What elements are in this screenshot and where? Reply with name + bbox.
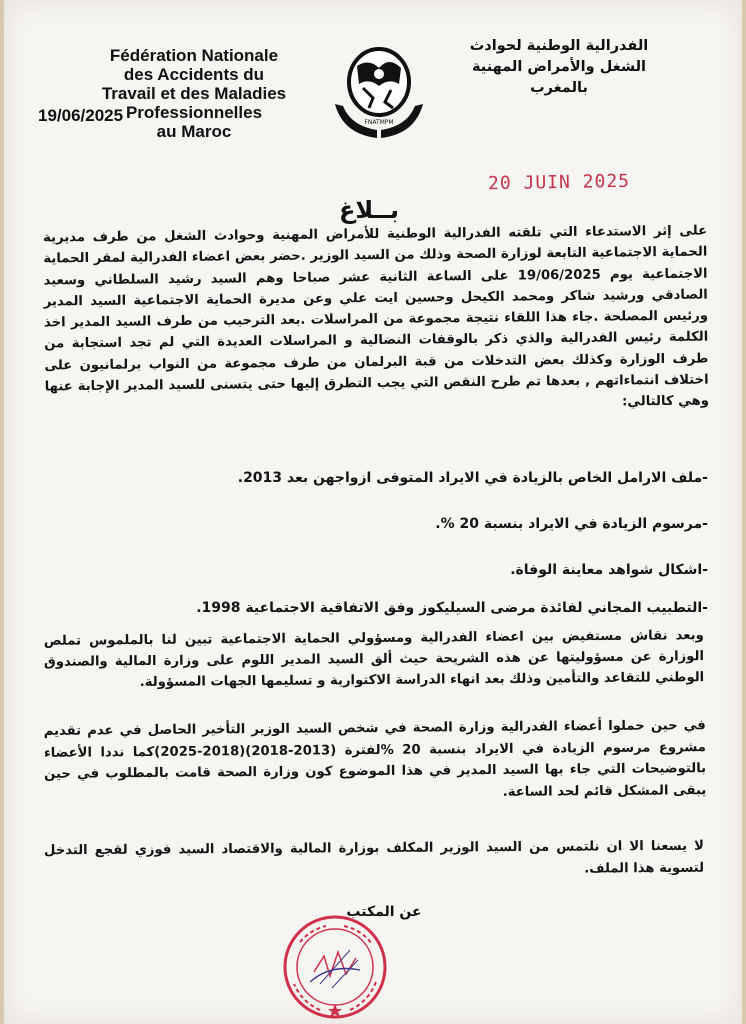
document-page (4, 0, 742, 1024)
french-header-line-5: au Maroc (156, 122, 232, 141)
list-item-widows-file: -ملف الارامل الخاص بالزيادة في الايراد المتوفى ازواجهن بعد 2013. (237, 470, 708, 486)
list-item-death-certificates: -اشكال شواهد معاينة الوفاة. (510, 562, 708, 578)
federation-seal-stamp (280, 912, 390, 1022)
appeal-paragraph: لا يسعنا الا ان نلتمس من السيد الوزير المكلف بوزارة المالية والاقتصاد السيد فوزي لقجع التدخل لتسوية هذا الملف. (43, 838, 705, 877)
arabic-header (450, 36, 668, 99)
french-header-line-3: Travail et des Maladies (101, 84, 287, 103)
logo-caption: FNATMPM (364, 119, 394, 126)
arabic-header-line-2: الشغل والأمراض المهنية (472, 59, 646, 75)
french-header-line-2: des Accidents du (123, 65, 265, 84)
received-date-stamp: 20 JUIN 2025 (487, 170, 631, 195)
french-header (74, 46, 314, 141)
list-item-decree-increase: -مرسوم الزيادة في الايراد بنسبة 20 %. (435, 516, 708, 532)
signoff-label: عن المكتب (346, 904, 422, 920)
list-item-free-treatment: -التطبيب المجاني لفائدة مرضى السيليكوز وفق الاتفاقية الاجتماعية 1998. (196, 600, 708, 616)
federation-logo (329, 44, 429, 144)
french-header-line-1: Fédération Nationale (109, 46, 279, 65)
document-title: بــلاغ (338, 196, 400, 224)
discussion-paragraph: وبعد نقاش مستفيض بين اعضاء الفدرالية ومسؤولي الحماية الاجتماعية تبين لنا بالملموس تملص الوزارة عن مسؤوليتها عن هذه الشريحة حيث ألق السيد المدير اللوم على وزارة المالية والصندوق الوطني للتقاعد والتأمين وذلك بعد انهاء الدراسة الاكتوارية و تسليمها الجهات المسؤولة. (43, 628, 705, 691)
overlay-date: 19/06/2025 (38, 106, 124, 125)
intro-paragraph: على إثر الاستدعاء التي تلقته الفدرالية الوطنية للأمراض المهنية وحوادث الشغل من طرف مديرية الحماية الاجتماعية التابعة لوزارة الصحة وذلك من السيد الوزير .حضر بعض اعضاء الفدرالية لمقر الحماية الاجتماعية يوم 19/06/2025 على الساعة الثانية عشر صباحا وهم السيد رشيد السلطاني وسعيد الصادقي ورشيد شاكر ومحمد الكيحل وحسين ايت علي وعن مديرة الحماية الاجتماعية السيد المدير ورئيس المصلحة .جاء هذا اللقاء نتيجة مجموعة من المراسلات .بعد الترحيب من طرف السيد المدير اخذ الكلمة رئيس الفدرالية والذي ذكر بالوقفات النضالية و المراسلات العديدة التي لم تجد استجابة من طرف الوزارة وكذلك بعض التدخلات من قبة البرلمان من طرف مجموعة من النواب برلمانيون على اختلاف انتماءاتهم , بعدها تم طرح النقص التي يجب التطرق إليها حتى يتسنى للسيد المدير الإجابة عنها وهي كالتالي: (43, 223, 709, 410)
members-paragraph: في حين حملوا أعضاء الفدرالية وزارة الصحة في شخص السيد الوزير التأخير الحاصل في عدم تقديم مشروع مرسوم الزيادة في الايراد بنسبة 20 %لفترة (2013-2018)(2018-2025)كما نددا الأعضاء بالتوضيحات التي جاء بها السيد المدير في هذا الموضوع كون وزارة الصحة قامت بالمطلوب في حين يبقى المشكل قائم لحد الساعة. (43, 718, 707, 800)
arabic-header-line-1: الفدرالية الوطنية لحوادث (469, 38, 649, 54)
arabic-header-line-3: بالمغرب (530, 80, 588, 96)
french-header-line-4: Professionnelles (125, 103, 263, 122)
